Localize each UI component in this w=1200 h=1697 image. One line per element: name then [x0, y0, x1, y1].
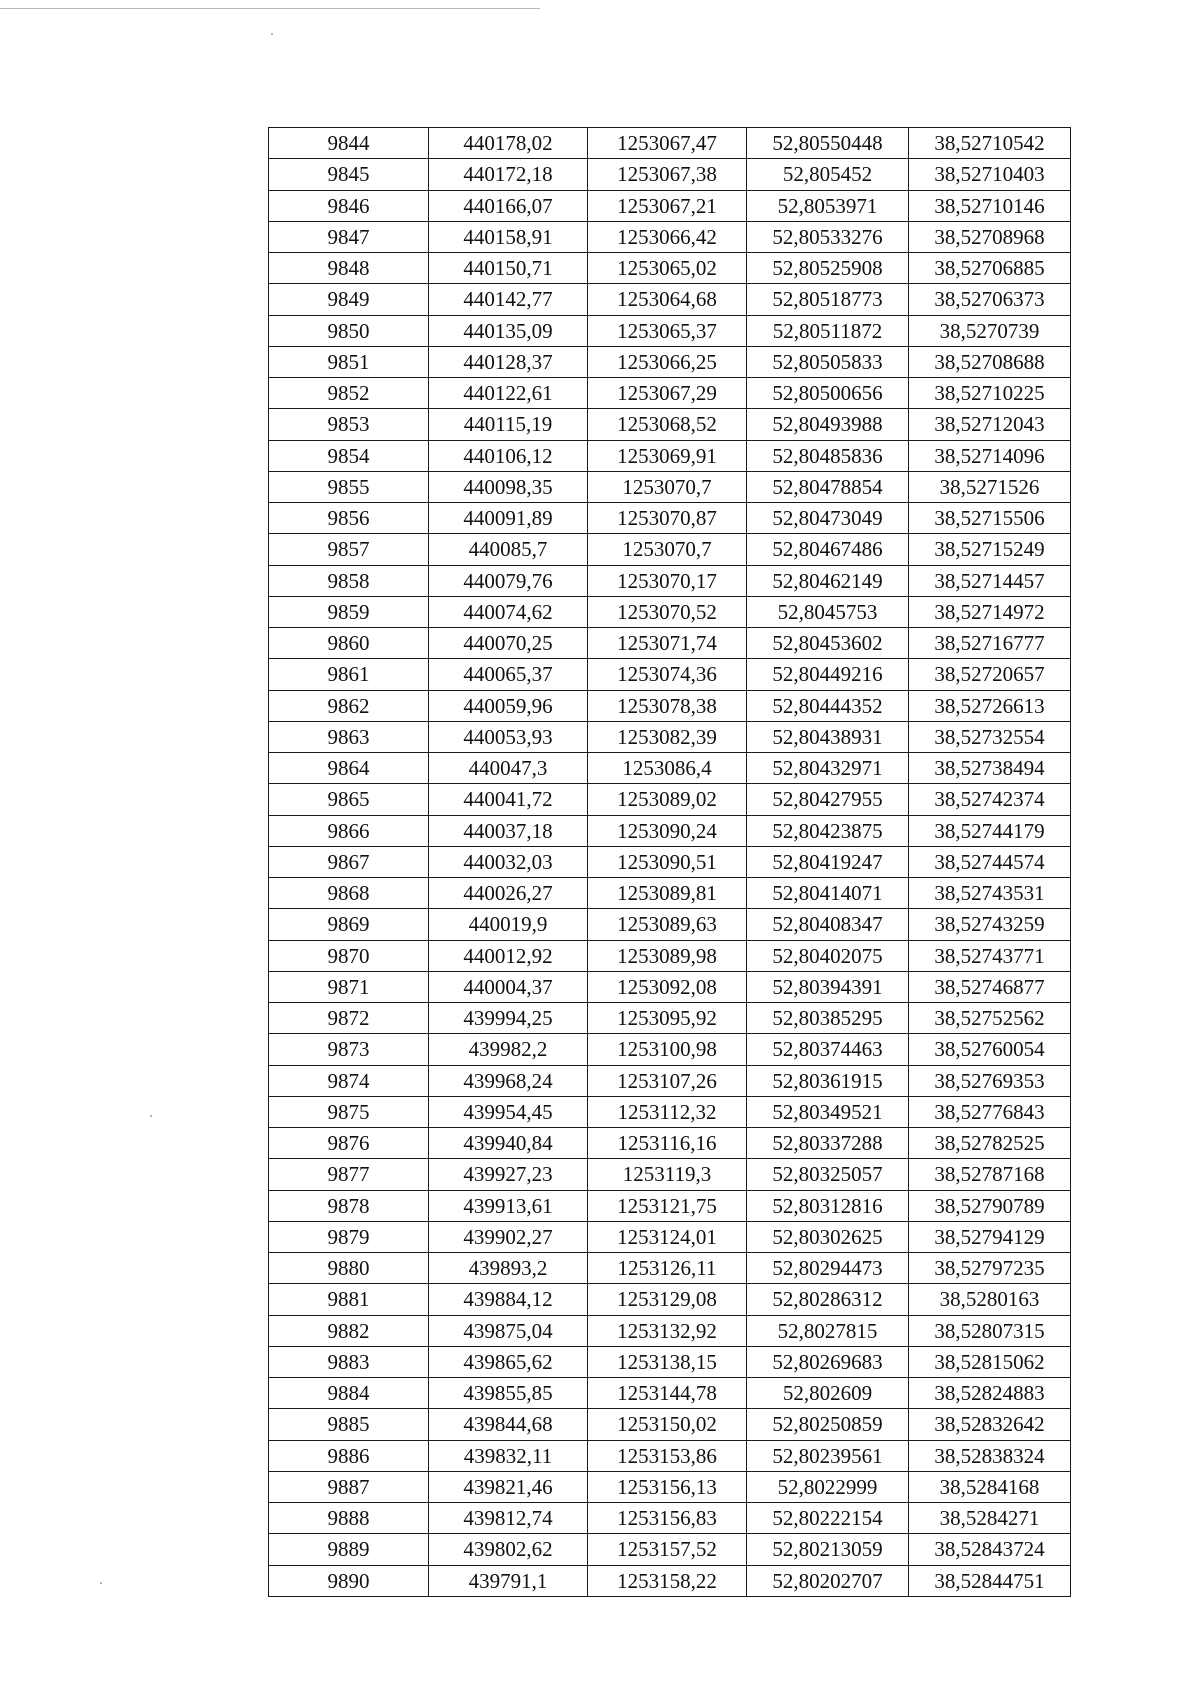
point-number-cell: 9847	[269, 221, 429, 252]
longitude-cell: 38,52708968	[909, 221, 1071, 252]
table-row	[269, 815, 1071, 846]
table-row	[269, 1503, 1071, 1534]
x-coordinate-cell: 440059,96	[429, 690, 588, 721]
longitude-cell: 38,52843724	[909, 1534, 1071, 1565]
latitude-cell: 52,80250859	[747, 1409, 909, 1440]
longitude-cell: 38,52744179	[909, 815, 1071, 846]
point-number-cell: 9860	[269, 628, 429, 659]
point-number-cell: 9884	[269, 1378, 429, 1409]
latitude-cell: 52,80438931	[747, 721, 909, 752]
y-coordinate-cell: 1253070,7	[588, 471, 747, 502]
point-number-cell: 9849	[269, 284, 429, 315]
y-coordinate-cell: 1253100,98	[588, 1034, 747, 1065]
point-number-cell: 9856	[269, 503, 429, 534]
longitude-cell: 38,52732554	[909, 721, 1071, 752]
x-coordinate-cell: 439893,2	[429, 1253, 588, 1284]
longitude-cell: 38,52776843	[909, 1096, 1071, 1127]
latitude-cell: 52,80462149	[747, 565, 909, 596]
longitude-cell: 38,52706885	[909, 253, 1071, 284]
y-coordinate-cell: 1253070,87	[588, 503, 747, 534]
y-coordinate-cell: 1253095,92	[588, 1003, 747, 1034]
point-number-cell: 9880	[269, 1253, 429, 1284]
table-row	[269, 1096, 1071, 1127]
latitude-cell: 52,80394391	[747, 971, 909, 1002]
table-row	[269, 565, 1071, 596]
point-number-cell: 9890	[269, 1565, 429, 1596]
x-coordinate-cell: 439884,12	[429, 1284, 588, 1315]
x-coordinate-cell: 439902,27	[429, 1221, 588, 1252]
y-coordinate-cell: 1253070,7	[588, 534, 747, 565]
latitude-cell: 52,80312816	[747, 1190, 909, 1221]
longitude-cell: 38,52710225	[909, 378, 1071, 409]
y-coordinate-cell: 1253089,63	[588, 909, 747, 940]
latitude-cell: 52,8027815	[747, 1315, 909, 1346]
point-number-cell: 9879	[269, 1221, 429, 1252]
y-coordinate-cell: 1253144,78	[588, 1378, 747, 1409]
x-coordinate-cell: 440012,92	[429, 940, 588, 971]
table-row	[269, 253, 1071, 284]
table-row	[269, 1190, 1071, 1221]
point-number-cell: 9869	[269, 909, 429, 940]
y-coordinate-cell: 1253119,3	[588, 1159, 747, 1190]
latitude-cell: 52,80325057	[747, 1159, 909, 1190]
y-coordinate-cell: 1253153,86	[588, 1440, 747, 1471]
longitude-cell: 38,5284271	[909, 1503, 1071, 1534]
point-number-cell: 9886	[269, 1440, 429, 1471]
longitude-cell: 38,52787168	[909, 1159, 1071, 1190]
y-coordinate-cell: 1253150,02	[588, 1409, 747, 1440]
table-row	[269, 1534, 1071, 1565]
y-coordinate-cell: 1253156,13	[588, 1471, 747, 1502]
y-coordinate-cell: 1253066,25	[588, 346, 747, 377]
x-coordinate-cell: 440079,76	[429, 565, 588, 596]
latitude-cell: 52,80467486	[747, 534, 909, 565]
latitude-cell: 52,80361915	[747, 1065, 909, 1096]
latitude-cell: 52,80444352	[747, 690, 909, 721]
latitude-cell: 52,80385295	[747, 1003, 909, 1034]
longitude-cell: 38,52726613	[909, 690, 1071, 721]
latitude-cell: 52,80478854	[747, 471, 909, 502]
point-number-cell: 9867	[269, 846, 429, 877]
x-coordinate-cell: 440032,03	[429, 846, 588, 877]
latitude-cell: 52,80222154	[747, 1503, 909, 1534]
latitude-cell: 52,80286312	[747, 1284, 909, 1315]
x-coordinate-cell: 439802,62	[429, 1534, 588, 1565]
y-coordinate-cell: 1253089,81	[588, 878, 747, 909]
x-coordinate-cell: 440166,07	[429, 190, 588, 221]
table-row	[269, 1284, 1071, 1315]
table-row	[269, 378, 1071, 409]
point-number-cell: 9864	[269, 753, 429, 784]
point-number-cell: 9875	[269, 1096, 429, 1127]
longitude-cell: 38,52752562	[909, 1003, 1071, 1034]
point-number-cell: 9873	[269, 1034, 429, 1065]
table-row	[269, 1253, 1071, 1284]
longitude-cell: 38,52832642	[909, 1409, 1071, 1440]
y-coordinate-cell: 1253065,37	[588, 315, 747, 346]
table-row	[269, 1159, 1071, 1190]
scan-artifact-dot	[150, 1115, 152, 1117]
latitude-cell: 52,80473049	[747, 503, 909, 534]
point-number-cell: 9876	[269, 1128, 429, 1159]
y-coordinate-cell: 1253156,83	[588, 1503, 747, 1534]
x-coordinate-cell: 440142,77	[429, 284, 588, 315]
latitude-cell: 52,80414071	[747, 878, 909, 909]
y-coordinate-cell: 1253086,4	[588, 753, 747, 784]
x-coordinate-cell: 439913,61	[429, 1190, 588, 1221]
longitude-cell: 38,52807315	[909, 1315, 1071, 1346]
x-coordinate-cell: 439821,46	[429, 1471, 588, 1502]
longitude-cell: 38,52738494	[909, 753, 1071, 784]
x-coordinate-cell: 440158,91	[429, 221, 588, 252]
x-coordinate-cell: 440115,19	[429, 409, 588, 440]
x-coordinate-cell: 439812,74	[429, 1503, 588, 1534]
scan-artifact-top-line	[0, 8, 540, 9]
scan-artifact-dot	[100, 1582, 102, 1584]
longitude-cell: 38,52743531	[909, 878, 1071, 909]
point-number-cell: 9865	[269, 784, 429, 815]
latitude-cell: 52,80374463	[747, 1034, 909, 1065]
y-coordinate-cell: 1253067,38	[588, 159, 747, 190]
point-number-cell: 9855	[269, 471, 429, 502]
point-number-cell: 9881	[269, 1284, 429, 1315]
y-coordinate-cell: 1253129,08	[588, 1284, 747, 1315]
y-coordinate-cell: 1253121,75	[588, 1190, 747, 1221]
latitude-cell: 52,80518773	[747, 284, 909, 315]
y-coordinate-cell: 1253116,16	[588, 1128, 747, 1159]
x-coordinate-cell: 440053,93	[429, 721, 588, 752]
latitude-cell: 52,802609	[747, 1378, 909, 1409]
point-number-cell: 9850	[269, 315, 429, 346]
y-coordinate-cell: 1253089,98	[588, 940, 747, 971]
table-row	[269, 659, 1071, 690]
longitude-cell: 38,52743771	[909, 940, 1071, 971]
point-number-cell: 9883	[269, 1346, 429, 1377]
x-coordinate-cell: 440047,3	[429, 753, 588, 784]
y-coordinate-cell: 1253126,11	[588, 1253, 747, 1284]
table-row	[269, 1378, 1071, 1409]
y-coordinate-cell: 1253089,02	[588, 784, 747, 815]
point-number-cell: 9870	[269, 940, 429, 971]
longitude-cell: 38,52715249	[909, 534, 1071, 565]
table-row	[269, 690, 1071, 721]
point-number-cell: 9889	[269, 1534, 429, 1565]
latitude-cell: 52,8022999	[747, 1471, 909, 1502]
y-coordinate-cell: 1253070,17	[588, 565, 747, 596]
x-coordinate-cell: 440172,18	[429, 159, 588, 190]
x-coordinate-cell: 440135,09	[429, 315, 588, 346]
table-row	[269, 784, 1071, 815]
point-number-cell: 9851	[269, 346, 429, 377]
longitude-cell: 38,52838324	[909, 1440, 1071, 1471]
latitude-cell: 52,80449216	[747, 659, 909, 690]
point-number-cell: 9882	[269, 1315, 429, 1346]
point-number-cell: 9877	[269, 1159, 429, 1190]
table-row	[269, 315, 1071, 346]
y-coordinate-cell: 1253124,01	[588, 1221, 747, 1252]
point-number-cell: 9874	[269, 1065, 429, 1096]
longitude-cell: 38,52710542	[909, 128, 1071, 159]
y-coordinate-cell: 1253082,39	[588, 721, 747, 752]
latitude-cell: 52,80239561	[747, 1440, 909, 1471]
table-row	[269, 1128, 1071, 1159]
longitude-cell: 38,52715506	[909, 503, 1071, 534]
longitude-cell: 38,52844751	[909, 1565, 1071, 1596]
point-number-cell: 9846	[269, 190, 429, 221]
x-coordinate-cell: 439875,04	[429, 1315, 588, 1346]
point-number-cell: 9872	[269, 1003, 429, 1034]
latitude-cell: 52,805452	[747, 159, 909, 190]
y-coordinate-cell: 1253132,92	[588, 1315, 747, 1346]
point-number-cell: 9861	[269, 659, 429, 690]
longitude-cell: 38,52744574	[909, 846, 1071, 877]
longitude-cell: 38,52782525	[909, 1128, 1071, 1159]
coordinates-table	[268, 127, 1071, 1597]
table-row	[269, 503, 1071, 534]
table-row	[269, 1315, 1071, 1346]
latitude-cell: 52,80493988	[747, 409, 909, 440]
point-number-cell: 9878	[269, 1190, 429, 1221]
x-coordinate-cell: 440026,27	[429, 878, 588, 909]
y-coordinate-cell: 1253071,74	[588, 628, 747, 659]
x-coordinate-cell: 440070,25	[429, 628, 588, 659]
point-number-cell: 9866	[269, 815, 429, 846]
y-coordinate-cell: 1253067,29	[588, 378, 747, 409]
table-row	[269, 221, 1071, 252]
y-coordinate-cell: 1253090,24	[588, 815, 747, 846]
longitude-cell: 38,52746877	[909, 971, 1071, 1002]
y-coordinate-cell: 1253065,02	[588, 253, 747, 284]
longitude-cell: 38,52824883	[909, 1378, 1071, 1409]
latitude-cell: 52,80505833	[747, 346, 909, 377]
point-number-cell: 9845	[269, 159, 429, 190]
table-row	[269, 284, 1071, 315]
point-number-cell: 9887	[269, 1471, 429, 1502]
y-coordinate-cell: 1253066,42	[588, 221, 747, 252]
x-coordinate-cell: 439982,2	[429, 1034, 588, 1065]
point-number-cell: 9854	[269, 440, 429, 471]
longitude-cell: 38,52742374	[909, 784, 1071, 815]
point-number-cell: 9859	[269, 596, 429, 627]
point-number-cell: 9862	[269, 690, 429, 721]
x-coordinate-cell: 440074,62	[429, 596, 588, 627]
y-coordinate-cell: 1253107,26	[588, 1065, 747, 1096]
latitude-cell: 52,80269683	[747, 1346, 909, 1377]
latitude-cell: 52,8045753	[747, 596, 909, 627]
longitude-cell: 38,52790789	[909, 1190, 1071, 1221]
longitude-cell: 38,52720657	[909, 659, 1071, 690]
coordinates-table-body	[269, 128, 1071, 1597]
longitude-cell: 38,5270739	[909, 315, 1071, 346]
x-coordinate-cell: 439954,45	[429, 1096, 588, 1127]
point-number-cell: 9868	[269, 878, 429, 909]
latitude-cell: 52,8053971	[747, 190, 909, 221]
point-number-cell: 9844	[269, 128, 429, 159]
latitude-cell: 52,80427955	[747, 784, 909, 815]
longitude-cell: 38,52710403	[909, 159, 1071, 190]
table-row	[269, 1003, 1071, 1034]
x-coordinate-cell: 440128,37	[429, 346, 588, 377]
x-coordinate-cell: 440178,02	[429, 128, 588, 159]
x-coordinate-cell: 440037,18	[429, 815, 588, 846]
longitude-cell: 38,52710146	[909, 190, 1071, 221]
table-row	[269, 1440, 1071, 1471]
y-coordinate-cell: 1253067,21	[588, 190, 747, 221]
x-coordinate-cell: 440122,61	[429, 378, 588, 409]
table-row	[269, 721, 1071, 752]
table-row	[269, 190, 1071, 221]
y-coordinate-cell: 1253074,36	[588, 659, 747, 690]
table-row	[269, 596, 1071, 627]
point-number-cell: 9888	[269, 1503, 429, 1534]
x-coordinate-cell: 440004,37	[429, 971, 588, 1002]
latitude-cell: 52,80294473	[747, 1253, 909, 1284]
x-coordinate-cell: 439940,84	[429, 1128, 588, 1159]
latitude-cell: 52,80423875	[747, 815, 909, 846]
longitude-cell: 38,52706373	[909, 284, 1071, 315]
table-row	[269, 128, 1071, 159]
x-coordinate-cell: 440041,72	[429, 784, 588, 815]
longitude-cell: 38,5271526	[909, 471, 1071, 502]
longitude-cell: 38,52716777	[909, 628, 1071, 659]
latitude-cell: 52,80485836	[747, 440, 909, 471]
table-row	[269, 1034, 1071, 1065]
y-coordinate-cell: 1253069,91	[588, 440, 747, 471]
scan-artifact-dot	[271, 33, 273, 35]
table-row	[269, 846, 1071, 877]
table-row	[269, 159, 1071, 190]
longitude-cell: 38,52714457	[909, 565, 1071, 596]
table-row	[269, 628, 1071, 659]
latitude-cell: 52,80500656	[747, 378, 909, 409]
table-row	[269, 940, 1071, 971]
table-row	[269, 346, 1071, 377]
table-row	[269, 440, 1071, 471]
x-coordinate-cell: 440150,71	[429, 253, 588, 284]
x-coordinate-cell: 439968,24	[429, 1065, 588, 1096]
table-row	[269, 409, 1071, 440]
longitude-cell: 38,52815062	[909, 1346, 1071, 1377]
point-number-cell: 9857	[269, 534, 429, 565]
x-coordinate-cell: 439844,68	[429, 1409, 588, 1440]
x-coordinate-cell: 440091,89	[429, 503, 588, 534]
longitude-cell: 38,52743259	[909, 909, 1071, 940]
point-number-cell: 9871	[269, 971, 429, 1002]
latitude-cell: 52,80302625	[747, 1221, 909, 1252]
latitude-cell: 52,80550448	[747, 128, 909, 159]
longitude-cell: 38,52708688	[909, 346, 1071, 377]
x-coordinate-cell: 439994,25	[429, 1003, 588, 1034]
y-coordinate-cell: 1253068,52	[588, 409, 747, 440]
x-coordinate-cell: 439832,11	[429, 1440, 588, 1471]
latitude-cell: 52,80202707	[747, 1565, 909, 1596]
latitude-cell: 52,80432971	[747, 753, 909, 784]
point-number-cell: 9852	[269, 378, 429, 409]
x-coordinate-cell: 440106,12	[429, 440, 588, 471]
table-row	[269, 1565, 1071, 1596]
point-number-cell: 9853	[269, 409, 429, 440]
x-coordinate-cell: 440098,35	[429, 471, 588, 502]
table-row	[269, 1221, 1071, 1252]
latitude-cell: 52,80402075	[747, 940, 909, 971]
latitude-cell: 52,80349521	[747, 1096, 909, 1127]
latitude-cell: 52,80408347	[747, 909, 909, 940]
y-coordinate-cell: 1253078,38	[588, 690, 747, 721]
longitude-cell: 38,52714096	[909, 440, 1071, 471]
y-coordinate-cell: 1253064,68	[588, 284, 747, 315]
table-row	[269, 1346, 1071, 1377]
point-number-cell: 9863	[269, 721, 429, 752]
x-coordinate-cell: 440085,7	[429, 534, 588, 565]
table-row	[269, 753, 1071, 784]
y-coordinate-cell: 1253157,52	[588, 1534, 747, 1565]
x-coordinate-cell: 440019,9	[429, 909, 588, 940]
longitude-cell: 38,52794129	[909, 1221, 1071, 1252]
x-coordinate-cell: 439865,62	[429, 1346, 588, 1377]
point-number-cell: 9858	[269, 565, 429, 596]
table-row	[269, 471, 1071, 502]
y-coordinate-cell: 1253090,51	[588, 846, 747, 877]
latitude-cell: 52,80337288	[747, 1128, 909, 1159]
latitude-cell: 52,80213059	[747, 1534, 909, 1565]
y-coordinate-cell: 1253070,52	[588, 596, 747, 627]
y-coordinate-cell: 1253112,32	[588, 1096, 747, 1127]
x-coordinate-cell: 439855,85	[429, 1378, 588, 1409]
longitude-cell: 38,52712043	[909, 409, 1071, 440]
x-coordinate-cell: 439791,1	[429, 1565, 588, 1596]
latitude-cell: 52,80525908	[747, 253, 909, 284]
table-row	[269, 1471, 1071, 1502]
table-row	[269, 534, 1071, 565]
y-coordinate-cell: 1253092,08	[588, 971, 747, 1002]
point-number-cell: 9885	[269, 1409, 429, 1440]
latitude-cell: 52,80419247	[747, 846, 909, 877]
table-row	[269, 878, 1071, 909]
longitude-cell: 38,52797235	[909, 1253, 1071, 1284]
longitude-cell: 38,52760054	[909, 1034, 1071, 1065]
x-coordinate-cell: 439927,23	[429, 1159, 588, 1190]
longitude-cell: 38,5280163	[909, 1284, 1071, 1315]
y-coordinate-cell: 1253067,47	[588, 128, 747, 159]
latitude-cell: 52,80453602	[747, 628, 909, 659]
table-row	[269, 909, 1071, 940]
longitude-cell: 38,52769353	[909, 1065, 1071, 1096]
y-coordinate-cell: 1253138,15	[588, 1346, 747, 1377]
latitude-cell: 52,80511872	[747, 315, 909, 346]
point-number-cell: 9848	[269, 253, 429, 284]
x-coordinate-cell: 440065,37	[429, 659, 588, 690]
table-row	[269, 971, 1071, 1002]
latitude-cell: 52,80533276	[747, 221, 909, 252]
longitude-cell: 38,52714972	[909, 596, 1071, 627]
table-row	[269, 1065, 1071, 1096]
table-row	[269, 1409, 1071, 1440]
y-coordinate-cell: 1253158,22	[588, 1565, 747, 1596]
longitude-cell: 38,5284168	[909, 1471, 1071, 1502]
